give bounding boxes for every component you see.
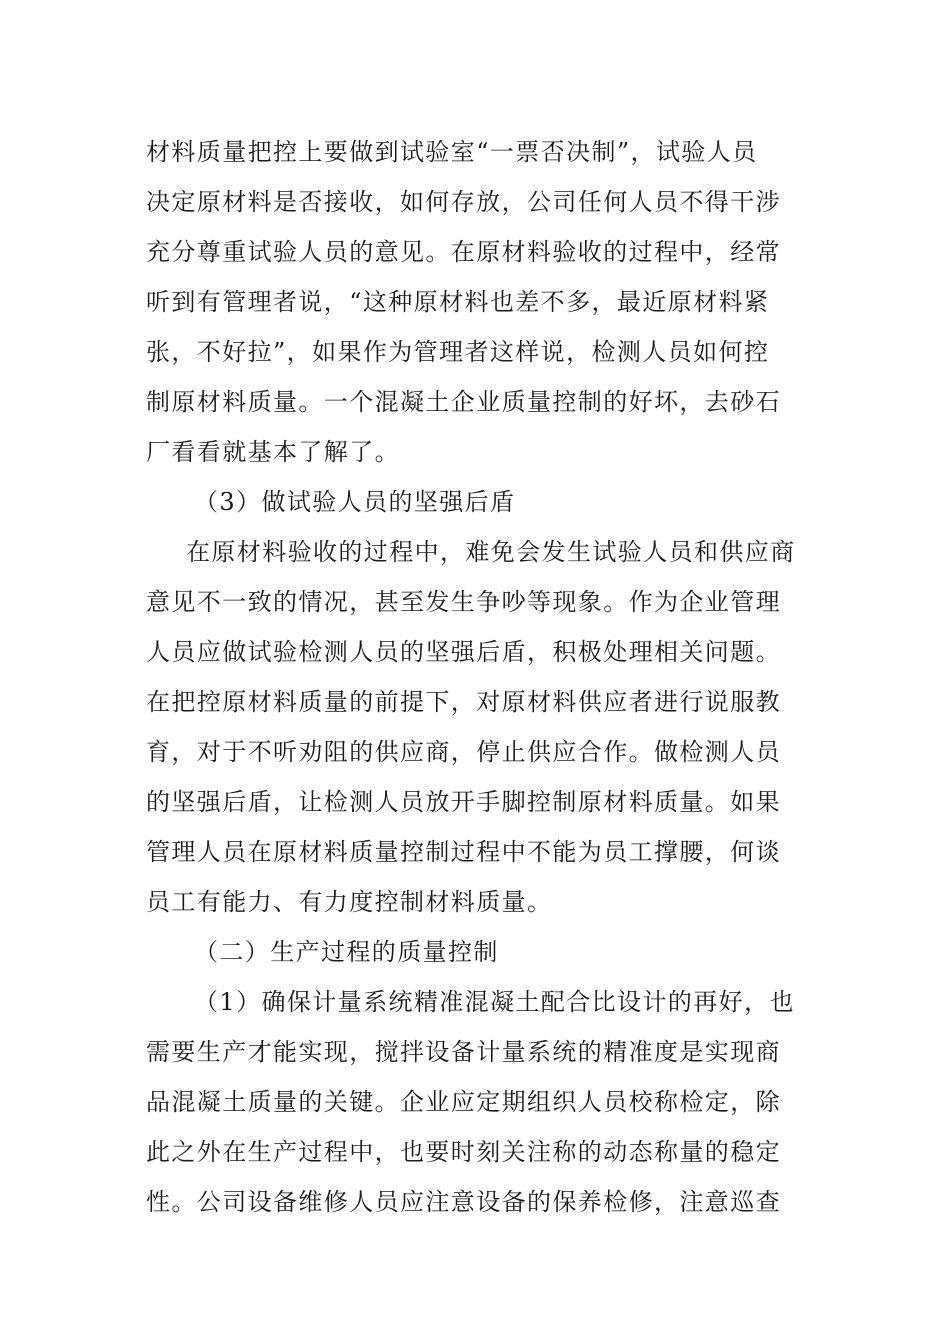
text-line: 决定原材料是否接收，如何存放，公司任何人员不得干涉 <box>146 188 781 216</box>
text-line: 厂看看就基本了解了。 <box>146 438 400 466</box>
text-line: 材料质量把控上要做到试验室“一票否决制”，试验人员 <box>146 138 758 166</box>
text-line: 员工有能力、有力度控制材料质量。 <box>146 888 553 916</box>
text-line: 制原材料质量。一个混凝土企业质量控制的好坏，去砂石 <box>146 388 781 416</box>
text-line: 品混凝土质量的关键。企业应定期组织人员校称检定，除 <box>146 1088 781 1116</box>
text-line: 管理人员在原材料质量控制过程中不能为员工撑腰，何谈 <box>146 838 781 866</box>
text-line: 充分尊重试验人员的意见。在原材料验收的过程中，经常 <box>146 238 781 266</box>
text-line: 张，不好拉”，如果作为管理者这样说，检测人员如何控 <box>146 338 770 366</box>
text-line: 人员应做试验检测人员的坚强后盾，积极处理相关问题。 <box>146 638 781 666</box>
section-heading: （二）生产过程的质量控制 <box>194 938 499 966</box>
text-line: 意见不一致的情况，甚至发生争吵等现象。作为企业管理 <box>146 588 781 616</box>
text-line: 听到有管理者说，“这种原材料也差不多，最近原材料紧 <box>146 288 770 316</box>
text-line: 在把控原材料质量的前提下，对原材料供应者进行说服教 <box>146 688 781 716</box>
text-line: 的坚强后盾，让检测人员放开手脚控制原材料质量。如果 <box>146 788 781 816</box>
text-line: 育，对于不听劝阻的供应商，停止供应合作。做检测人员 <box>146 738 781 766</box>
text-line: 性。公司设备维修人员应注意设备的保养检修，注意巡查 <box>146 1188 781 1216</box>
text-line: （1）确保计量系统精准混凝土配合比设计的再好，也 <box>194 988 795 1016</box>
text-line: 此之外在生产过程中，也要时刻关注称的动态称量的稳定 <box>146 1138 781 1166</box>
section-heading: （3）做试验人员的坚强后盾 <box>194 488 516 516</box>
text-line: 在原材料验收的过程中，难免会发生试验人员和供应商 <box>186 538 796 566</box>
text-line: 需要生产才能实现，搅拌设备计量系统的精准度是实现商 <box>146 1038 781 1066</box>
